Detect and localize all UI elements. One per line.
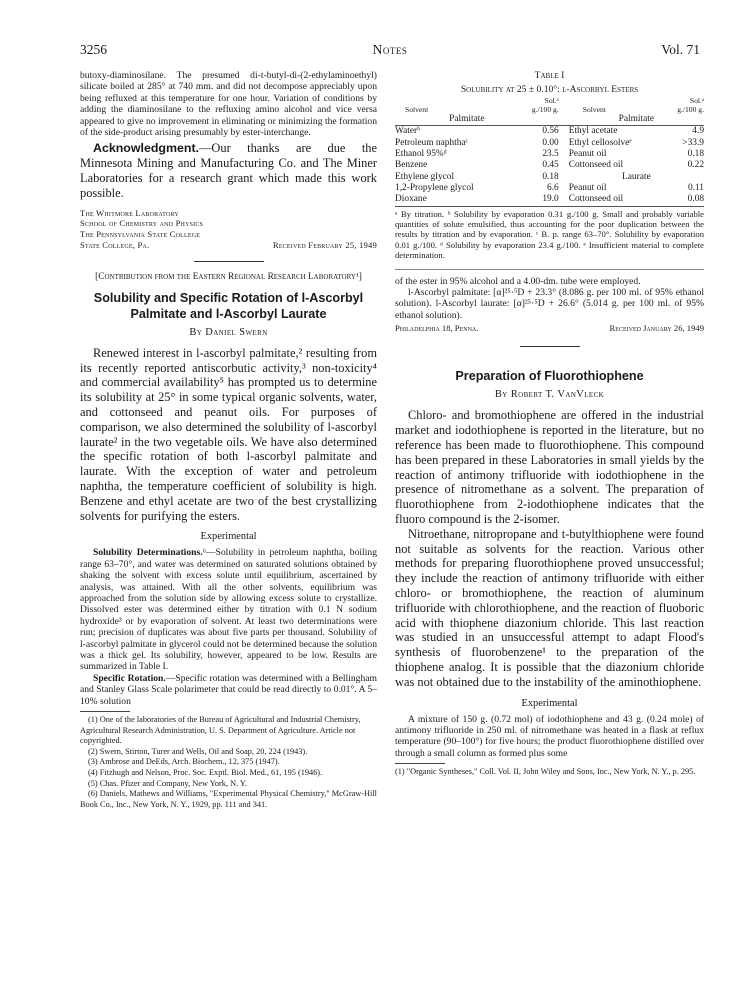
table-row: Benzene 0.45 Cottonseed oil 0.22: [395, 160, 704, 171]
article-byline: By Robert T. VanVleck: [494, 389, 605, 401]
received-date: Received January 26, 1949: [609, 323, 704, 334]
article-city: Philadelphia 18, Penna.: [395, 323, 479, 334]
footnote: (1) One of the laboratories of the Bureau of Agricultural and Industrial Chemistry, Agricultural Research Administration, U. S. Department of Agriculture. Article not copyrighted.: [80, 715, 361, 746]
solubility-table: [395, 97, 704, 207]
author-address: [80, 208, 377, 251]
rotation-results: l-Ascorbyl palmitate: [α]²⁵·⁵D + 23.3° (8.086 g. per 100 ml. of 95% ethanol solution). l-Ascorbyl laurate: [α]²⁵·⁵D + 26.6° (5.014 g. per 100 ml. of 95% ethanol solution).: [395, 287, 704, 321]
acknowledgment-text: —Our thanks are due the Minnesota Mining and Manufacturing Co. and The Miner Laboratories for a research grant which made this work possible.: [80, 141, 377, 200]
table-row: Ethylene glycol 0.18 Laurate: [395, 172, 704, 183]
table-row: Waterᵇ 0.56 Ethyl acetate 4.9: [395, 126, 704, 137]
running-header: [80, 42, 700, 58]
solubility-paragraph: [80, 547, 377, 672]
experimental-heading: Experimental: [200, 531, 257, 543]
volume-label: Vol. 71: [661, 42, 700, 57]
table-subhead: Palmitate: [618, 114, 655, 125]
table-header-solvent: Solvent: [582, 104, 606, 114]
rotation-text: —Specific rotation was determined with a Bellingham and Stanley Glass Scale polarimeter that could be read directly to 0.01°. A 5–10% solution: [80, 672, 377, 707]
footnote: (1) "Organic Syntheses," Coll. Vol. II, John Wiley and Sons, Inc., New York, N. Y., p. 295.: [395, 767, 696, 777]
left-column: [80, 70, 377, 810]
table-row: Petroleum naphthaᶜ 0.00 Ethyl cellosolveᵉ >33.9: [395, 137, 704, 148]
footnote: (5) Chas. Pfizer and Company, New York, N. Y.: [88, 778, 247, 788]
body-paragraph: Nitroethane, nitropropane and t-butylthiophene were found not suitable as solvents for the reaction. Various other methods for preparing fluorothiophene proved unsuccessful; they include the reaction of antimony trifluoride with either chloro- or bromothiophene, the reaction of aluminum trifluoride with chlorothiophene, and the reaction of fluoboric acid with thiophene diazonium chloride. This last reaction was studied in an unsuccessful attempt to adapt Flood's synthesis of fluorobenzene¹ to the preparation of the thiophene analog. It is possible that the diazonium chloride was not obtained due to the instability of the aminothiophene.: [395, 526, 704, 689]
table-label: Table I: [534, 70, 565, 81]
separator-rule: [520, 346, 580, 347]
rotation-continued: of the ester in 95% alcohol and a 4.00-dm. tube were employed.: [395, 275, 641, 287]
table-header-sol: Sol.ᵃ g./100 g.: [531, 96, 559, 114]
address-line: The Whitmore Laboratory: [80, 207, 179, 218]
table-caption: Solubility at 25 ± 0.10°: l-Ascorbyl Esters: [460, 84, 639, 95]
experimental-heading: Experimental: [521, 697, 578, 709]
footnote: (4) Fitzhugh and Nelson, Proc. Soc. Exptl. Biol. Med., 61, 195 (1946).: [88, 768, 323, 778]
footnotes: [80, 715, 377, 810]
acknowledgment-paragraph: [80, 141, 377, 200]
table-subhead: Palmitate: [449, 114, 485, 125]
table-header-solvent: Solvent: [405, 104, 429, 114]
table-row: Dioxane 19.0 Cottonseed oil 0.08: [395, 194, 704, 205]
footnote: (2) Swern, Stirton, Turer and Wells, Oil and Soap, 20, 224 (1943).: [88, 746, 308, 756]
article-byline: By Daniel Swern: [189, 326, 268, 338]
address-line: The Pennsylvania State College: [80, 229, 201, 240]
contribution-line: [Contribution from the Eastern Regional Research Laboratory¹]: [95, 271, 362, 282]
table-row: Ethanol 95%ᵈ 23.5 Peanut oil 0.18: [395, 149, 704, 160]
received-date: Received February 25, 1949: [272, 240, 377, 251]
rotation-heading: Specific Rotation.: [93, 672, 166, 684]
address-city: State College, Pa.: [80, 240, 150, 251]
body-paragraph: Renewed interest in l-ascorbyl palmitate,² resulting from its recently reported antiscorbutic activity,³ non-toxicity⁴ and commercial availability⁵ has prompted us to determine its solubility at 25° in some typical organic solvents, water, and cottonseed and peanut oils. For purposes of comparison, we also determined the solubility of l-ascorbyl laurate² in the two vegetable oils. We have also determined the specific rotation of both l-ascorbyl palmitate and laurate. With the exception of water and petroleum naphtha, the temperature coefficient of solubility is high. Benzene and ethyl acetate are two of the best crystallizing solvents for purifying the esters.: [80, 345, 377, 523]
address-line: School of Chemistry and Physics: [80, 218, 204, 229]
intro-paragraph: butoxy-diaminosilane. The presumed di-t-butyl-di-(2-ethylaminoethyl) silicate boiled at 285° at 740 mm. and did not decompose appreciably upon being refluxed at this temperature for one hour. Variation of conditions by adding the diaminosilane to the refluxing amino alcohol and vice versa appeared to give no improvement in eliminating or minimizing the formation of the side-product arising presumably by ester-interchange.: [80, 70, 377, 139]
page-number: 3256: [80, 42, 107, 57]
experimental-paragraph: A mixture of 150 g. (0.72 mol) of iodothiophene and 43 g. (0.24 mole) of antimony trifluoride in 250 ml. of nitromethane was heated in a flask at reflux temperature (90–100°) for five hours; the product fluorothiophene distilled over through a small column as formed plus some: [395, 713, 704, 759]
solubility-text: ⁶—Solubility in petroleum naphtha, boiling range 63–70°, and water was determined on saturated solutions obtained by shaking the solvent with excess solute until equilibrium, ascertained by analysis, was attained. With all the other solvents, equilibrium was approached from the solution side by allowing excess solute to crystallize. Dissolved ester was determined either by titration with 0.1 N sodium hydroxide³ or by evaporation of solvent. At least two determinations were run; precision of duplicates was about five parts per thousand. Solubility of l-ascorbyl palmitate in glycerol could not be determined because the solution was a thick gel. Its solubility, however, appeared to be low. Results are summarized in Table I.: [80, 547, 377, 673]
article-title: Solubility and Specific Rotation of l-Ascorbyl Palmitate and l-Ascorbyl Laurate: [93, 291, 364, 321]
table-header-sol: Sol.ᵃ g./100 g.: [677, 96, 704, 114]
section-title: Notes: [372, 42, 408, 57]
separator-rule: [194, 261, 264, 262]
right-column: [395, 70, 704, 778]
footnote: (6) Daniels, Mathews and Williams, "Experimental Physical Chemistry," McGraw-Hill Book Co., Inc., New York, N. Y., 1929, pp. 111 and 341.: [80, 789, 377, 809]
footnote-rule: [395, 763, 445, 764]
table-end-rule: [395, 269, 704, 270]
footnote: (3) Ambrose and DeEds, Arch. Biochem., 12, 375 (1947).: [88, 757, 280, 767]
solubility-heading: Solubility Determinations.: [93, 547, 203, 559]
table-subhead: Laurate: [622, 171, 651, 182]
received-line: [395, 323, 704, 334]
footnote-rule: [80, 711, 130, 712]
body-paragraph: Chloro- and bromothiophene are offered in the industrial market and iodothiophene is reported in the literature, but no reference has been made to fluorothiophene. This compound has been prepared in these Laboratories in small yields by the reaction of antimony trifluoride with iodothiophene in the presence of nitromethane as a solvent. The preparation of fluorothiophene from 2-iodothiophene indicates that the fluoro compound is the 2-isomer.: [395, 408, 704, 526]
table-footnotes: ᵃ By titration. ᵇ Solubility by evaporation 0.31 g./100 g. Small and probably variable quantities of solute emulsified, thus accounting for the poor duplication between the results by titration and by evaporation. ᶜ B. p. range 63–70°. Solubility by evaporation 0.01 g./100. ᵈ Solubility by evaporation 23.4 g./100. ᵉ Insufficient material to complete determination.: [395, 208, 704, 261]
acknowledgment-heading: Acknowledgment.: [93, 141, 200, 156]
rotation-paragraph: [80, 673, 377, 707]
table-row: 1,2-Propylene glycol 6.6 Peanut oil 0.11: [395, 182, 704, 193]
article-title: Preparation of Fluorothiophene: [455, 369, 644, 384]
